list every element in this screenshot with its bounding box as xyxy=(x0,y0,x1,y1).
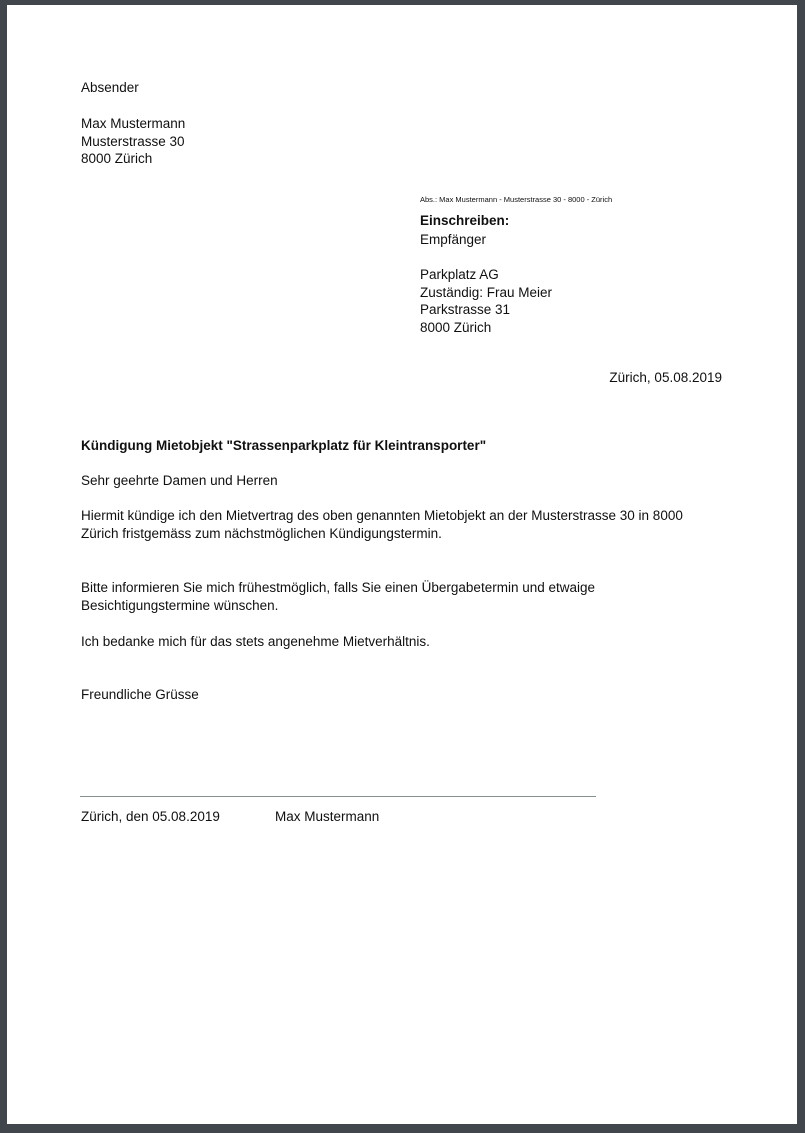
signature-name: Max Mustermann xyxy=(275,809,380,824)
recipient-label: Empfänger xyxy=(420,232,487,247)
date-line: Zürich, 05.08.2019 xyxy=(609,370,722,385)
letter-page xyxy=(7,5,797,1124)
sender-name: Max Mustermann xyxy=(81,116,186,131)
sender-street: Musterstrasse 30 xyxy=(81,133,185,149)
closing-phrase: Freundliche Grüsse xyxy=(81,687,199,702)
recipient-contact: Zuständig: Frau Meier xyxy=(420,284,553,300)
recipient-company: Parkplatz AG xyxy=(420,267,499,282)
sender-city: 8000 Zürich xyxy=(81,151,153,166)
recipient-street: Parkstrasse 31 xyxy=(420,302,511,317)
signature-place-date: Zürich, den 05.08.2019 xyxy=(81,809,220,824)
body-paragraph-2: Bitte informieren Sie mich frühestmöglich, falls Sie einen Übergabetermin und etwaige Besichtigungstermine wünschen. xyxy=(81,580,596,613)
sender-address-block xyxy=(81,115,185,168)
sender-return-address-line: Abs.: Max Mustermann - Musterstrasse 30 - 8000 - Zürich xyxy=(420,195,613,204)
body-paragraph-3: Ich bedanke mich für das stets angenehme Mietverhältnis. xyxy=(81,634,430,649)
sender-label: Absender xyxy=(81,80,139,95)
signature-divider xyxy=(80,796,596,797)
body-paragraph-1: Hiermit kündige ich den Mietvertrag des oben genannten Mietobjekt an der Musterstrasse 30 in 8000 Zürich fristgemäss zum nächstmöglichen Kündigungstermin. xyxy=(81,508,683,541)
recipient-address-block xyxy=(420,266,552,336)
salutation: Sehr geehrte Damen und Herren xyxy=(81,473,278,488)
recipient-city: 8000 Zürich xyxy=(420,319,492,335)
delivery-method-label: Einschreiben: xyxy=(420,213,510,228)
subject-line: Kündigung Mietobjekt "Strassenparkplatz für Kleintransporter" xyxy=(81,438,487,453)
